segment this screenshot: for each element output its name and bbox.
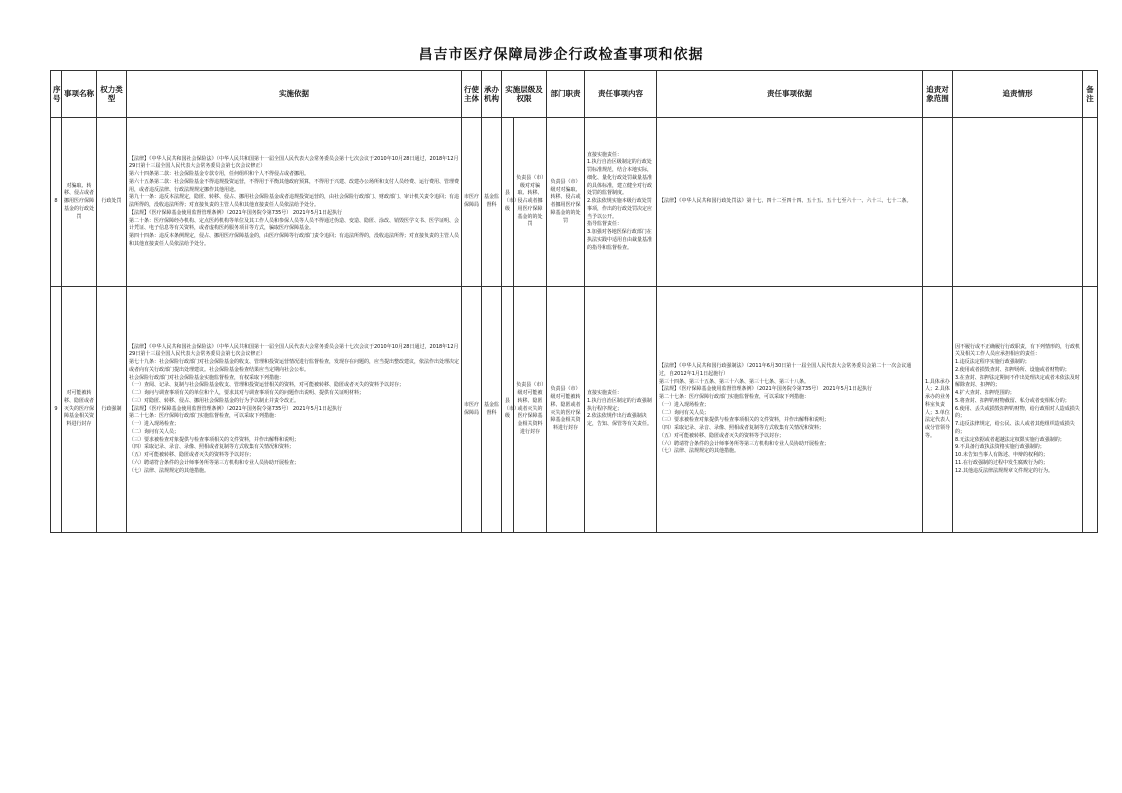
text-line: 2.使用或者损毁查封、扣押场所、设施或者财物的； xyxy=(955,366,1070,373)
col-header-basis: 实施依据 xyxy=(127,71,462,118)
text-line: （三）要求被检查对象提供与检查事项相关的文件资料，并作出解释和说明； xyxy=(129,436,300,443)
agency-cell: 基金监督科 xyxy=(482,287,502,533)
text-line: （二）询问有关人员； xyxy=(659,409,710,416)
text-line: 因不履行或不正确履行行政职责，有下列情形的，行政机关及相关工作人员应承担相应的责任： xyxy=(955,343,1081,358)
col-header-situation: 追责情形 xyxy=(953,71,1083,118)
level-desc-cell: 负责县（市）级对对骗取、转移、侵占或者挪用医疗保障基金的的处罚 xyxy=(514,118,547,287)
dept-duty-cell: 负责县（市）级对对骗取、转移、侵占或者挪用医疗保障基金的的处罚 xyxy=(547,118,585,287)
text-line: 1.执行自治区级制定的行政处罚标准规范，结合本地实际，细化、量化行政处罚裁量基准的具体标准，建立健全对行政处罚的监督制度。 xyxy=(587,159,653,197)
text-line: （六）聘请符合条件的会计师事务所等第三方机构和专业人员协助开展检查； xyxy=(129,459,300,466)
text-line: （一）进入现场检查； xyxy=(659,401,710,408)
col-header-level: 实施层级及权限 xyxy=(502,71,547,118)
duty-basis-cell xyxy=(657,118,923,287)
item-name-cell: 对骗取、转移、侵占或者挪用医疗保障基金的行政处罚 xyxy=(62,118,97,287)
subject-cell: 市医疗保障局 xyxy=(462,287,482,533)
level-desc-cell: 负责县（市）级对可能被转移、隐匿或者灭失的医疗保障基金相关资料进行封存 xyxy=(514,287,547,533)
text-line: 第六十四条第二款：社会保险基金专款专用，任何组织和个人不得侵占或者挪用。 xyxy=(129,171,310,177)
seq-cell: 8 xyxy=(51,118,62,287)
col-header-dept-duty: 部门职责 xyxy=(547,71,585,118)
text-line: 8.无法定依据或者超越法定权限实施行政强制的； xyxy=(955,436,1065,443)
text-line: 第二十条：医疗保障经办机构、定点医药机构等单位及其工作人员和参保人员等人员不得通过伪造、变造、隐匿、涂改、销毁医学文书、医学证明、会计凭证、电子信息等有关资料，或者虚构医药服务项目等方式，骗取医疗保障基金。 xyxy=(129,217,460,232)
inspection-table xyxy=(50,70,1098,533)
col-header-power-type: 权力类型 xyxy=(97,71,127,118)
text-line: 【法规】《医疗保障基金使用监督管理条例》（2021年国务院令第735号） 2021年5月1日起执行 xyxy=(659,386,872,393)
situation-cell xyxy=(953,287,1083,533)
text-line: 【法规】《医疗保障基金使用监督管理条例》（2021年国务院令第735号） 2021年5月1日起执行 xyxy=(129,405,342,412)
text-line: 2.依法依规作出行政强制决定，告知、保管等有关责任。 xyxy=(587,413,653,428)
col-header-name: 事项名称 xyxy=(62,71,97,118)
text-line: 【法规】《医疗保障基金使用监督管理条例》（2021年国务院令第735号） 2021年5月1日起执行 xyxy=(129,209,342,216)
text-line: 【法律】《中华人民共和国行政处罚法》第十七、四十二至四十四、五十五、五十七至六十一、六十三、七十二条。 xyxy=(659,198,912,205)
duty-content-cell xyxy=(585,118,657,287)
text-line: （一）查阅、记录、复制与社会保险基金收支、管理和投资运营相关的资料，对可能被转移、隐匿或者灭失的资料予以封存； xyxy=(129,382,405,389)
text-line: 5.将查封、扣押的财物截留、私分或者变相私分的； xyxy=(955,397,1070,404)
table-row xyxy=(51,287,1098,533)
level-cell: 县（市）级 xyxy=(502,118,514,287)
text-line: 【法律】《中华人民共和国社会保险法》（中华人民共和国第十一届全国人民代表大会常务委员会第十七次会议于2010年10月28日通过，2018年12月29日第十三届全国人民代表大会常务委员会第七次会议修正） xyxy=(129,155,459,170)
text-line: （七）法律、法规规定的其他措施。 xyxy=(659,448,740,455)
basis-cell xyxy=(127,287,462,533)
text-line: 10.未告知当事人有陈述、申辩的权利的； xyxy=(955,452,1048,459)
item-name-cell: 对可能被转移、隐匿或者灭失的医疗保障基金相关资料进行封存 xyxy=(62,287,97,533)
text-line: 2.依法依规实施本级行政处罚事项，作出的行政处罚决定应当予以公开。 xyxy=(587,198,653,220)
subject-cell: 市医疗保障局 xyxy=(462,118,482,287)
text-line: 第九十一条：违反本法规定，隐匿、转移、侵占、挪用社会保险基金或者违规投资运营的，由社会保险行政部门、财政部门、审计机关责令追回；有违法所得的，没收违法所得；对直接负责的主管人员和其他直接责任人员依法给予处分。 xyxy=(129,194,460,208)
text-line: 第三十四条、第三十五条、第三十六条、第三十七条、第三十八条。 xyxy=(659,378,810,385)
text-line: 3.在查封、扣押法定期间不作出处理决定或者未依法及时解除查封、扣押的； xyxy=(955,374,1080,389)
text-line: 1.执行自治区制定的行政强制执行程序规定； xyxy=(587,397,652,412)
text-line: 1.违反法定程序实施行政强制的； xyxy=(955,359,1030,366)
text-line: 6.使用、丢失或损毁扣押的财物，给行政相对人造成损失的； xyxy=(955,405,1080,420)
text-line: （七）法律、法规规定的其他措施。 xyxy=(129,467,210,474)
text-line: 3.加强对各地医保行政部门在执法实践中适用自由裁量基准的指导和监督检查。 xyxy=(587,229,653,251)
seq-cell: 9 xyxy=(51,287,62,533)
text-line: 4.扩大查封、扣押范围的； xyxy=(955,390,1015,397)
remark-cell xyxy=(1083,118,1098,287)
level-cell: 县（市）级 xyxy=(502,287,514,533)
dept-duty-cell: 负责县（市）级对可能被转移、隐匿或者灭失的医疗保障基金相关资料进行封存 xyxy=(547,287,585,533)
text-line: 第七十九条：社会保险行政部门对社会保险基金的收支、管理和投资运营情况进行监督检查，发现存在问题的，应当提出整改建议，依法作出处理决定或者向有关行政部门提出处理建议。社会保险基金检查结果应当定期向社会公布。 xyxy=(129,359,460,373)
text-line: （一）进入现场检查； xyxy=(129,421,180,428)
text-line: （四）采取记录、录音、录像、照相或者复制等方式收集有关情况和资料； xyxy=(659,425,825,431)
col-header-remark: 备注 xyxy=(1083,71,1098,118)
text-line: （四）采取记录、录音、录像、照相或者复制等方式收集有关情况和资料； xyxy=(129,444,295,451)
agency-cell: 基金监督科 xyxy=(482,118,502,287)
text-line: 11.在行政强制的过程中发生腐败行为的； xyxy=(955,459,1048,466)
text-line: 12.其他违反法律法规规章文件规定的行为。 xyxy=(955,467,1053,474)
text-line: 第二十七条：医疗保障行政部门实施监督检查，可以采取下列措施： xyxy=(129,413,280,420)
table-row xyxy=(51,118,1098,287)
text-line: 直接实施责任： xyxy=(587,151,623,158)
basis-cell xyxy=(127,118,462,287)
col-header-scope: 追责对象范围 xyxy=(923,71,953,118)
col-header-duty-content: 责任事项内容 xyxy=(585,71,657,118)
text-line: （五）对可能被转移、隐匿或者灭失的资料等予以封存； xyxy=(129,452,255,459)
text-line: 第四十四条：违反本条例规定，侵占、挪用医疗保障基金的，由医疗保障等行政部门责令追回；有违法所得的，没收违法所得；对直接负责的主管人员和其他直接责任人员依法给予处分。 xyxy=(129,233,460,247)
col-header-subject: 行使主体 xyxy=(462,71,482,118)
remark-cell xyxy=(1083,287,1098,533)
duty-basis-cell xyxy=(657,287,923,533)
text-line: 社会保险行政部门对社会保险基金实施监督检查，有权采取下列措施： xyxy=(129,374,285,381)
col-header-agency: 承办机构 xyxy=(482,71,502,118)
situation-cell xyxy=(953,118,1083,287)
text-line: 7.违反法律规定，给公民、法人或者其他组织造成损失的； xyxy=(955,421,1075,435)
text-line: 第六十五条第二款：社会保险基金不得违规投资运营，不得用于平衡其他政府预算，不得用于兴建、改建办公场所和支付人员经费、运行费用、管理费用，或者违反法律、行政法规规定挪作其他用途。 xyxy=(129,178,460,193)
page-title: 昌吉市医疗保障局涉企行政检查事项和依据 xyxy=(418,47,704,63)
text-line: （五）对可能被转移、隐匿或者灭失的资料等予以封存； xyxy=(659,432,785,439)
duty-content-cell xyxy=(585,287,657,533)
col-header-duty-basis: 责任事项依据 xyxy=(657,71,923,118)
text-line: 【法律】《中华人民共和国社会保险法》（中华人民共和国第十一届全国人民代表大会常务委员会第十七次会议于2010年10月28日通过，2018年12月29日第十三届全国人民代表大会常务委员会第七次会议修正） xyxy=(129,343,459,358)
text-line: 【法律】《中华人民共和国行政强制法》（2011年6月30日第十一届全国人民代表大会常务委员会第二十一次会议通过，自2012年1月1日起施行） xyxy=(659,363,912,377)
text-line: （二）询问有关人员； xyxy=(129,428,180,435)
text-line: （三）对隐匿、转移、侵占、挪用社会保险基金的行为予以制止并责令改正。 xyxy=(129,397,300,404)
text-line: 第二十七条：医疗保障行政部门实施监督检查，可以采取下列措施： xyxy=(659,394,810,400)
text-line: （二）询问与调查事项有关的单位和个人，要求其对与调查事项有关的问题作出说明、提供有关证明材料； xyxy=(129,390,365,397)
text-line: 指导监督责任： xyxy=(587,221,623,228)
header-row xyxy=(51,71,1098,118)
power-type-cell: 行政处罚 xyxy=(97,118,127,287)
text-line: （三）要求被检查对象提供与检查事项相关的文件资料，并作出解释和说明； xyxy=(659,417,830,424)
power-type-cell: 行政强制 xyxy=(97,287,127,533)
col-header-seq: 序号 xyxy=(51,71,62,118)
text-line: 直接实施责任： xyxy=(587,390,623,397)
text-line: 9.不具备行政执法资格实施行政强制的； xyxy=(955,444,1045,451)
scope-cell: 1.具体承办人；2.具体承办的业务科室负责人；3.单位法定代表人或分管领导等。 xyxy=(923,287,953,533)
scope-cell xyxy=(923,118,953,287)
text-line: （六）聘请符合条件的会计师事务所等第三方机构和专业人员协助开展检查； xyxy=(659,440,830,447)
